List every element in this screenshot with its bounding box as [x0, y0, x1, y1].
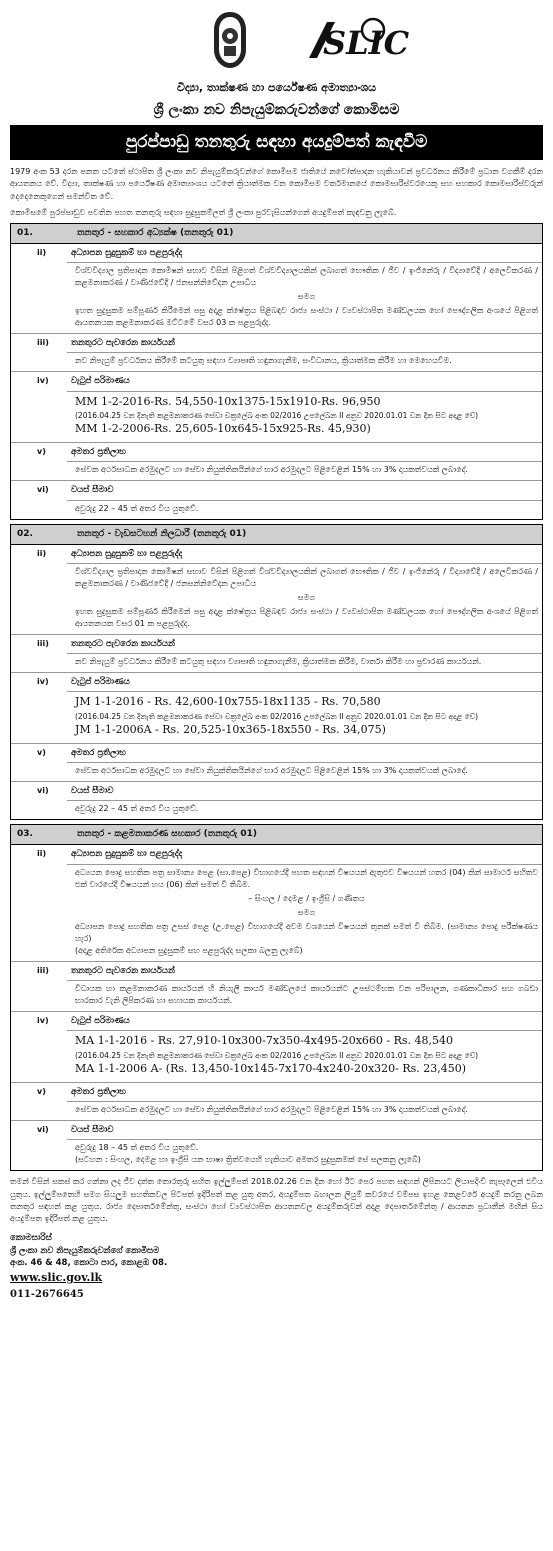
section-title: අමතර ප්‍රතිලාභ: [67, 443, 542, 462]
section-text: ඉහත සුදුසුකම සම්පූර්ණ කිරීමෙන් පසු අදාළ ක්ෂේත්‍රය පිළිබඳව රාජ්‍ය සංස්ථා / ව්‍යවස්ථාපිත මණ්ඩලයක හෝ පෞද්ගලික අංශයේ පිළිගත් ආයතනයක කළමනාකරණ මට්ටමේ වසර 03 ක පළපුරුද්ද.: [75, 306, 538, 327]
page-title: පුරප්පාඩු තනතුරු සඳහා අයදුම්පත් කැඳවීම: [10, 125, 543, 160]
section-text: සමග: [297, 907, 316, 917]
section-spacer: [11, 1121, 31, 1170]
state-emblem-icon: [210, 10, 250, 70]
phone-number: 011-2676645: [10, 1288, 84, 1300]
section-body: [67, 692, 542, 742]
section-body: [67, 263, 542, 333]
section-content: [67, 1012, 542, 1082]
section-text: (අදාළ අතිරේක අධ්‍යාපන සුදුසුකම් සහ පළපුරුද්ද සලකා බලනු ලැබේ): [75, 945, 303, 955]
section-body: [67, 392, 542, 442]
post-heading: [10, 223, 543, 244]
header-logos: [10, 6, 543, 78]
section-title: වැටුප් පරිමාණය: [67, 372, 542, 391]
section-text: විශ්වවිද්‍යාල ප්‍රතිපාදන කොමිෂන් සභාව විසින් පිළිගත් විශ්වවිද්‍යාලයකින් ලබාගත් භෞතික / ජීව / ඉංජිනේරු / විද්‍යාවේදී / අලෙවිකරණ / කළමනාකරණ / වාණිජවේදී / ජනසන්නිවේදන උපාධිය: [75, 566, 538, 588]
section-content: [67, 782, 542, 819]
section-numeral: vi): [37, 786, 49, 796]
salary-scale: JM 1-1-2006A - Rs. 20,525-10x365-18x550 - Rs. 34,075): [75, 723, 386, 737]
section-numeral: v): [37, 747, 46, 757]
post-section: [11, 371, 542, 442]
ministry-name: විද්‍යා, තාක්ෂණ හා පර්යේෂණ අමාත්‍යාංශය: [176, 81, 377, 94]
section-text: – සිංහල / දෙමළ / ඉංග්‍රීසි / ගණිතය: [248, 893, 365, 903]
section-text: අවුරුදු 22 – 45 ත් අතර විය යුතුවේ.: [75, 804, 199, 814]
section-content: [67, 481, 542, 518]
section-spacer: [11, 845, 31, 960]
section-text: අධ්‍යාපන පොදු සහතික පත්‍ර උසස් පෙළ (උ.පෙළ) විභාගයේදී අවම වශයෙන් විෂයයන් තුනක් සමත් වී තිබීම. (සාමාන්‍ය පොදු පරීක්ෂණය හැර): [75, 921, 538, 943]
intro-paragraph: 1979 අංක 53 දරන පනත යටතේ ස්ථාපිත ශ්‍රී ලංකා නව නිපැයුම්කරුවන්ගේ කොමිසම ජාතියේ නවෝත්පාදන හැකියාවන් ප්‍රවර්ධනය කිරීමේ ප්‍රධාන වගකීම් දරන ආයතනය වේ. විද්‍යා, තාක්ෂණ හා පර්යේෂණ අමාත්‍යාංශය යටතේ ක්‍රියාත්මක වන කොමිසම වර්තමානයේ කොමසාරිස්වරයෙකු සහ සහකාර කොමසාරිස්වරුන් දෙදෙනෙකුගෙන් සමන්විත වේ.: [10, 166, 543, 201]
post-section: [11, 672, 542, 743]
post-number: 02.: [17, 528, 33, 539]
post-section: [11, 961, 542, 1011]
section-spacer: [11, 334, 31, 371]
section-content: [67, 673, 542, 743]
section-body: [67, 501, 542, 519]
salary-scale: MM 1-2-2016-Rs. 54,550-10x1375-15x1910-Rs. 96,950: [75, 394, 381, 408]
post-heading: [10, 824, 543, 845]
section-spacer: [11, 673, 31, 743]
post-section: [11, 333, 542, 371]
post-section: [11, 442, 542, 480]
post-heading: [10, 524, 543, 545]
section-text: සේවක අර්ථසාධක අරමුදලට හා සේවා නියුක්තිකයින්ගේ භාර අරමුදලට පිළිවෙළින් 15% හා 3% දායකත්වයක් ලබාදේ.: [75, 465, 468, 475]
salary-scale: MA 1-1-2006 A- (Rs. 13,450-10x145-7x170-4x240-20x320- Rs. 23,450): [75, 1062, 467, 1076]
address: අංක. 46 & 48, කොටා පාර, කොළඹ 08.: [10, 1258, 168, 1269]
section-content: [67, 845, 542, 960]
post-section: [11, 634, 542, 672]
section-numeral: vi): [37, 485, 49, 495]
post-title: තනතුර - සහකාර අධ්‍යක්ෂ (තනතුරු 01): [77, 227, 234, 238]
post-section: [11, 545, 542, 634]
contact-block: [10, 1232, 543, 1302]
section-numeral: iv): [37, 1016, 49, 1026]
salary-note: (2016.04.25 වන දිනැති කළමනාකරණ සේවා චක්‍රලේඛ අංක 02/2016 උපලේඛන II අනුව 2020.01.01 වන දින සිට අදාළ වේ): [75, 711, 479, 721]
section-title: තනතුරට පැවරෙන කාර්යයන්: [67, 635, 542, 654]
section-title: අධ්‍යාපන සුදුසුකම් හා පළපුරුද්ද: [67, 545, 542, 564]
section-body: [67, 865, 542, 961]
section-numeral: iv): [37, 677, 49, 687]
post-section: [11, 480, 542, 518]
post-section: [11, 1120, 542, 1170]
section-text: අවුරුදු 18 – 45 ත් අතර විය යුතුවේ.: [75, 1143, 199, 1153]
section-body: [67, 462, 542, 480]
section-text: අවුරුදු 22 – 45 ත් අතර විය යුතුවේ.: [75, 503, 199, 513]
section-spacer: [11, 443, 31, 480]
section-title: තනතුරට පැවරෙන කාර්යයන්: [67, 334, 542, 353]
section-content: [67, 1121, 542, 1170]
section-spacer: [11, 1012, 31, 1082]
section-body: [67, 801, 542, 819]
section-title: වැටුප් පරිමාණය: [67, 1012, 542, 1031]
post-title: තනතුර - වැඩසටහන් නිලධාරී (තනතුරු 01): [77, 528, 247, 539]
section-content: [67, 1083, 542, 1120]
section-title: අමතර ප්‍රතිලාභ: [67, 1083, 542, 1102]
post-section: [11, 845, 542, 960]
post-details: [10, 545, 543, 821]
section-title: තනතුරට පැවරෙන කාර්යයන්: [67, 962, 542, 981]
section-text: ඉහත සුදුසුකම සම්පූර්ණ කිරීමෙන් පසු අදාළ ක්ෂේත්‍රය පිළිබඳව රාජ්‍ය සංස්ථා / ව්‍යවස්ථාපිත මණ්ඩලයක හෝ පෞද්ගලික අංශයේ පිළිගත් ආයතනයක වසර 01 ක පළපුරුද්ද.: [75, 606, 538, 628]
post-section: [11, 1082, 542, 1120]
section-body: [67, 1102, 542, 1120]
section-text: සේවක අර්ථසාධක අරමුදලට හා සේවා නියුක්තිකයින්ගේ භාර අරමුදලට පිළිවෙළින් 15% හා 3% දායකත්වයක් ලබාදේ.: [75, 1104, 468, 1114]
section-content: [67, 545, 542, 634]
post-number: 03.: [17, 829, 33, 840]
section-content: [67, 744, 542, 781]
post-details: [10, 845, 543, 1171]
closing-paragraph: තමන් විසින් සකස් කර ගන්නා ලද ජීව දත්ත තොරතුරු සහිත ඉල්ලුම්පත් 2018.02.26 වන දින හෝ ඊට පෙර පහත සඳහන් ලිපිනයට ලියාපදිංචි තැපෑලෙන් එවිය යුතුය. ඉල්ලුම්පතෙහි සමග සියලුම සහතිකවල පිටපත් ඉදිරිපත් කළ යුතු අතර, අයදුම්පත බහාලන ලියුම් කවරයේ වම්පස ඉහළ කෙළවරේ අයදුම් කරනු ලබන තනතුර සඳහන් කළ යුතුය. රාජ්‍ය දෙපාර්තමේන්තු, සංස්ථා හෝ ව්‍යවස්ථාපිත ආයතනවල අයදුම්කරුවන් අදාළ දෙපාර්තමේන්තු / ආයතන ප්‍රධානීන් මඟින් සිය අයදුම්පත ඉදිරිපත් කළ යුතුය.: [10, 1177, 543, 1224]
section-body: [67, 763, 542, 781]
section-spacer: [11, 1083, 31, 1120]
section-title: වයස් සීමාව: [67, 481, 542, 500]
section-spacer: [11, 372, 31, 442]
section-body: [67, 981, 542, 1011]
section-spacer: [11, 782, 31, 819]
salary-note: (2016.04.25 වන දිනැති කළමනාකරණ සේවා චක්‍රලේඛ අංක 02/2016 උපලේඛන II අනුව 2020.01.01 වන දින සිට අදාළ වේ): [75, 1050, 479, 1060]
organisation-name: ශ්‍රී ලංකා නව නිපැයුම්කරුවන්ගේ කොමිසම: [10, 1245, 160, 1256]
section-title: වයස් සීමාව: [67, 782, 542, 801]
salary-note: (2016.04.25 වන දිනැති කළමනාකරණ සේවා චක්‍රලේඛ අංක 02/2016 උපලේඛන II අනුව 2020.01.01 වන දින සිට අදාළ වේ): [75, 411, 479, 421]
commissioner-role: කොමසාරිස්: [10, 1232, 52, 1243]
section-content: [67, 372, 542, 442]
section-text: නව නිපැයුම් ප්‍රවර්ධනය කිරීමේ කටයුතු සඳහා ව්‍යාපෘති හඳුනාගැනීම, සංවිධානය, ක්‍රියාත්මක කිරීම හා මෙහෙයවීම.: [75, 356, 452, 366]
section-numeral: vi): [37, 1124, 49, 1134]
section-spacer: [11, 635, 31, 672]
section-numeral: ii): [37, 247, 47, 257]
section-body: [67, 1031, 542, 1081]
commission-name: ශ්‍රී ලංකා නව නිපැයුම්කරුවන්ගේ කොමිසම: [153, 101, 400, 118]
section-title: අමතර ප්‍රතිලාභ: [67, 744, 542, 763]
section-content: [67, 334, 542, 371]
section-spacer: [11, 744, 31, 781]
section-content: [67, 244, 542, 333]
salary-scale: JM 1-1-2016 - Rs. 42,600-10x755-18x1135 - Rs. 70,580: [75, 695, 381, 709]
section-numeral: v): [37, 1086, 46, 1096]
section-text: (සටහන : සිංහල, දෙමළ හා ඉංග්‍රීසි යන භාෂා ත්‍රිත්වයෙහි හැකියාව අමතර සුදුසුකමක් සේ සලකනු ලැබේ): [75, 1155, 421, 1165]
section-numeral: ii): [37, 849, 47, 859]
section-numeral: iii): [37, 338, 49, 347]
section-text: සමග: [297, 592, 316, 602]
posts-container: [10, 223, 543, 1172]
section-content: [67, 443, 542, 480]
post-section: [11, 781, 542, 819]
website-link[interactable]: www.slic.gov.lk: [10, 1271, 103, 1285]
intro-call: කොමිසමේ පුරප්පාඩුව පවතින පහත තනතුරු සඳහා සුදුසුකම්ලත් ශ්‍රී ලංකා පුරවැසියන්ගෙන් අයදුම්පත් කැඳවනු ලැබේ.: [10, 208, 397, 218]
section-title: අධ්‍යාපන සුදුසුකම් හා පළපුරුද්ද: [67, 244, 542, 263]
salary-scale: MA 1-1-2016 - Rs. 27,910-10x300-7x350-4x495-20x660 - Rs. 48,540: [75, 1034, 454, 1048]
section-text: විශ්වවිද්‍යාල ප්‍රතිපාදන කොමිෂන් සභාව විසින් පිළිගත් විශ්වවිද්‍යාලයකින් ලබාගත් භෞතික / ජීව / ඉංජිනේරු / විද්‍යාවේදී / අලෙවිකරණ / කළමනාකරණ / වාණිජවේදී / ජනසන්නිවේදන උපාධිය: [75, 266, 538, 287]
post-details: [10, 244, 543, 520]
section-text: සේවක අර්ථසාධක අරමුදලට හා සේවා නියුක්තිකයින්ගේ භාර අරමුදලට පිළිවෙළින් 15% හා 3% දායකත්වයක් ලබාදේ.: [75, 766, 468, 776]
section-text: නව නිපැයුම් ප්‍රවර්ධනය කිරීමේ කටයුතු සඳහා ව්‍යාපෘති හඳුනාගැනීම, ක්‍රියාත්මක කිරීම, වාර්තා කිරීම හා ප්‍රචාරණ කාර්යයන්.: [75, 657, 482, 667]
section-spacer: [11, 244, 31, 333]
section-text: සමග: [297, 292, 316, 301]
section-body: [67, 564, 542, 634]
section-body: [67, 1140, 542, 1170]
section-spacer: [11, 962, 31, 1011]
post-section: [11, 244, 542, 333]
section-numeral: iv): [37, 376, 49, 386]
post-title: තනතුර - කළමනාකරණ සහකාර (තනතුරු 01): [77, 829, 257, 840]
section-title: වයස් සීමාව: [67, 1121, 542, 1140]
slic-logo-text: SLIC: [323, 24, 410, 62]
post-section: [11, 743, 542, 781]
section-body: [67, 353, 542, 371]
post-number: 01.: [17, 227, 33, 238]
section-body: [67, 654, 542, 672]
section-text: අධ්‍යයන පොදු සහතික පත්‍ර සාමාන්‍ය පෙළ (සා.පෙළ) විභාගයේදී පහත සඳහන් විෂයයන් ඇතුළුව විෂයයන් හතර (04) කින් සාමාර්ථ සහිතව එක් වාරයේදී විෂයයන් හය (06) කින් සමත් වී තිබීම.: [75, 867, 538, 889]
section-content: [67, 962, 542, 1011]
section-numeral: ii): [37, 548, 47, 558]
section-spacer: [11, 481, 31, 518]
section-text: විධායක හා කළමනාකරණ කාර්යයන් හි නියැලී කාර්ය මණ්ඩලයේ කාර්යයන්ට උපස්ථම්භක වන පරිපාලන, ගණකාධිකාර සහ ගබඩා භාරකාර වැනි ලිපිකරණ හා සහායක කාර්යයන්.: [75, 984, 538, 1006]
section-title: අධ්‍යාපන සුදුසුකම් හා පළපුරුද්ද: [67, 845, 542, 864]
section-spacer: [11, 545, 31, 634]
section-content: [67, 635, 542, 672]
salary-scale: MM 1-2-2006-Rs. 25,605-10x645-15x925-Rs. 45,930): [75, 422, 371, 436]
section-numeral: iii): [37, 638, 49, 648]
section-title: වැටුප් පරිමාණය: [67, 673, 542, 692]
slic-logo-icon: [305, 14, 410, 66]
section-numeral: iii): [37, 965, 49, 975]
post-section: [11, 1011, 542, 1082]
section-numeral: v): [37, 446, 46, 456]
